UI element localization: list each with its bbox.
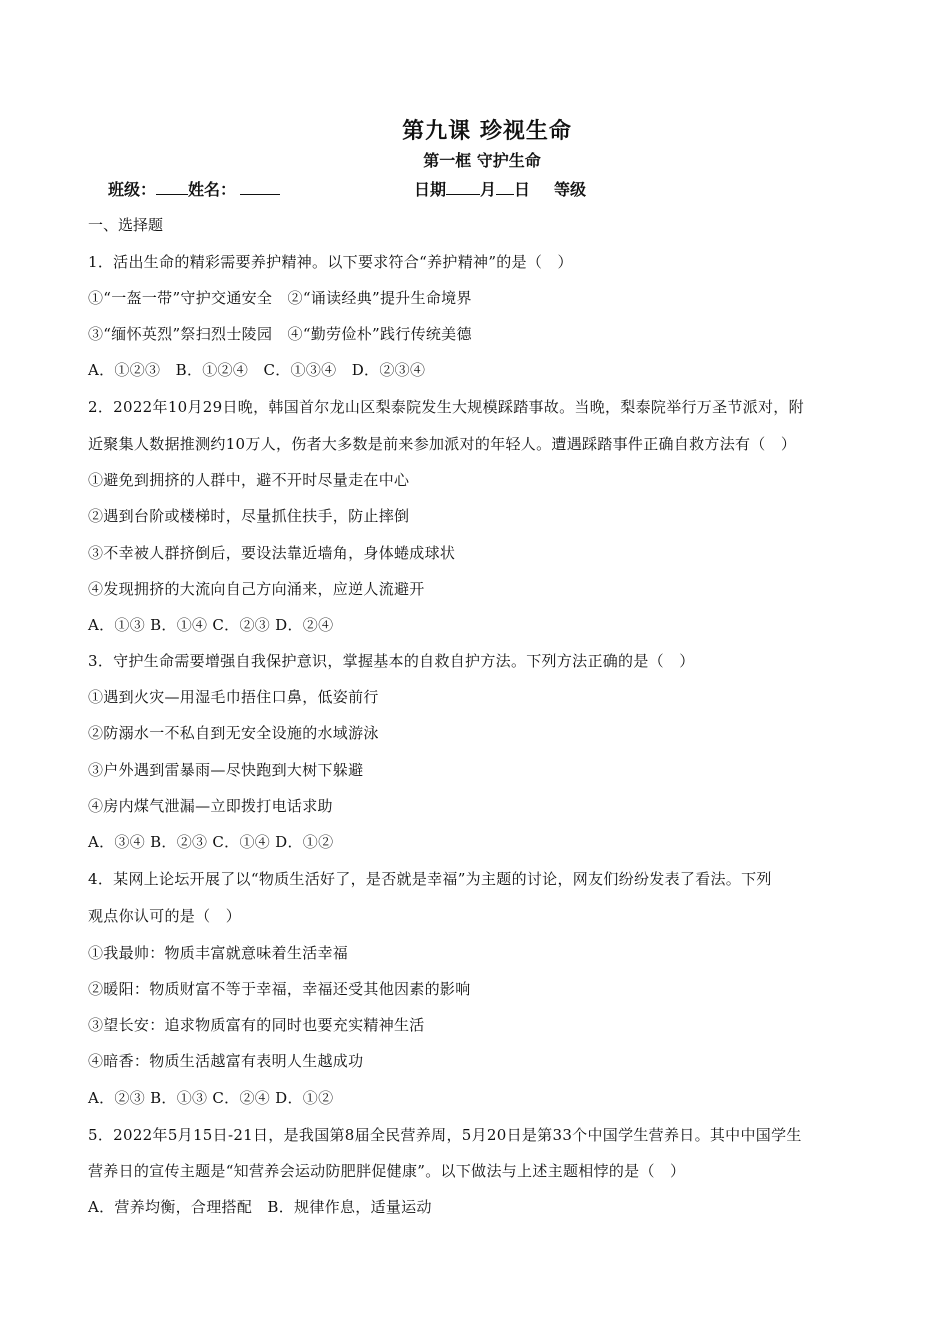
day-blank	[496, 180, 514, 195]
question-line: ③不幸被人群挤倒后，要设法靠近墙角，身体蜷成球状	[88, 544, 456, 562]
section-subtitle: 第一框 守护生命	[423, 151, 541, 170]
question-line: 近聚集人数据推测约10万人，伤者大多数是前来参加派对的年轻人。遭遇踩踏事件正确自救方法有（ ）	[88, 435, 797, 453]
student-info	[108, 177, 280, 200]
answer-options: A．①③ B．①④ C．②③ D．②④	[88, 616, 334, 634]
question-line: ③望长安：追求物质富有的同时也要充实精神生活	[88, 1016, 425, 1034]
question-line: ③“缅怀英烈”祭扫烈士陵园 ④“勤劳俭朴”践行传统美德	[88, 325, 472, 343]
question-line: 3．守护生命需要增强自我保护意识，掌握基本的自救自护方法。下列方法正确的是（ ）	[88, 652, 695, 670]
question-line: 4．某网上论坛开展了以“物质生活好了，是否就是幸福”为主题的讨论，网友们纷纷发表了看法。下列	[88, 870, 772, 888]
name-blank	[240, 180, 280, 195]
question-line: 观点你认可的是（ ）	[88, 907, 242, 925]
class-blank	[156, 180, 188, 195]
answer-options: A．②③ B．①③ C．②④ D．①②	[88, 1089, 334, 1107]
question-line: ①避免到拥挤的人群中，避不开时尽量走在中心	[88, 471, 410, 489]
section-heading: 一、选择题	[88, 216, 164, 234]
date-grade-info	[414, 177, 586, 200]
answer-options: A．营养均衡，合理搭配 B．规律作息，适量运动	[88, 1198, 432, 1216]
question-line: ②暖阳：物质财富不等于幸福，幸福还受其他因素的影响	[88, 980, 471, 998]
answer-options: A．③④ B．②③ C．①④ D．①②	[88, 833, 334, 851]
question-line: 2．2022年10月29日晚，韩国首尔龙山区梨泰院发生大规模踩踏事故。当晚，梨泰院举行万圣节派对，附	[88, 398, 804, 416]
question-line: ④发现拥挤的大流向自己方向涌来，应逆人流避开	[88, 580, 425, 598]
name-label: 姓名：	[188, 180, 237, 199]
question-line: ④暗香：物质生活越富有表明人生越成功	[88, 1052, 364, 1070]
day-label: 日	[514, 180, 531, 199]
question-line: ④房内煤气泄漏—立即拨打电话求助	[88, 797, 333, 815]
date-blank	[446, 180, 480, 195]
answer-options: A．①②③ B．①②④ C．①③④ D．②③④	[88, 361, 426, 379]
month-label: 月	[480, 180, 497, 199]
question-line: ①我最帅：物质丰富就意味着生活幸福	[88, 944, 349, 962]
grade-label: 等级	[554, 180, 587, 199]
lesson-title: 第九课 珍视生命	[402, 118, 572, 144]
question-line: ②遇到台阶或楼梯时，尽量抓住扶手，防止摔倒	[88, 507, 410, 525]
question-line: ②防溺水一不私自到无安全设施的水域游泳	[88, 724, 379, 742]
question-line: 5．2022年5月15日-21日，是我国第8届全民营养周，5月20日是第33个中国学生营养日。其中中国学生	[88, 1126, 802, 1144]
question-line: ①遇到火灾—用湿毛巾捂住口鼻，低姿前行	[88, 688, 379, 706]
question-line: ①“一盔一带”守护交通安全 ②“诵读经典”提升生命境界	[88, 289, 472, 307]
date-label: 日期	[414, 180, 447, 199]
question-line: 营养日的宣传主题是“知营养会运动防肥胖促健康”。以下做法与上述主题相悖的是（ ）	[88, 1162, 686, 1180]
question-line: 1．活出生命的精彩需要养护精神。以下要求符合“养护精神”的是（ ）	[88, 253, 573, 271]
class-label: 班级：	[108, 180, 157, 199]
question-line: ③户外遇到雷暴雨—尽快跑到大树下躲避	[88, 761, 364, 779]
